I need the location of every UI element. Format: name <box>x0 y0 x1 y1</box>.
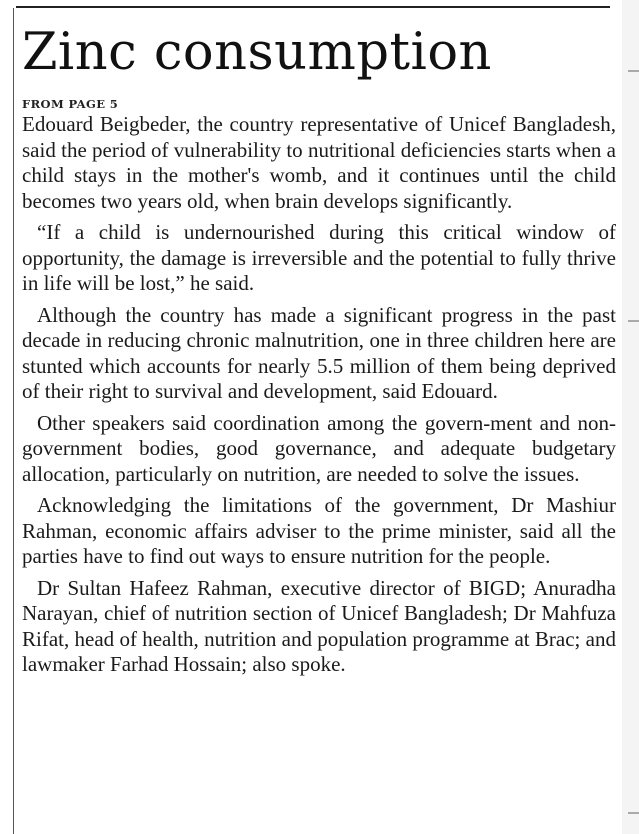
paragraph: “If a child is undernourished during this critical window of opportunity, the damage is irreversible and the potential to fully thrive in life will be lost,” he said. <box>22 220 616 295</box>
paragraph: Although the country has made a significant progress in the past decade in reducing chronic malnutrition, one in three children here are stunted which accounts for nearly 5.5 million of them being deprived of their right to survival and development, said Edouard. <box>22 302 616 403</box>
paragraph: Other speakers said coordination among the govern-ment and non-government bodies, good governance, and adequate budgetary allocation, particularly on nutrition, are needed to solve the issues. <box>22 410 616 486</box>
adjacent-column-edge <box>622 0 639 834</box>
paragraph: Edouard Beigbeder, the country representative of Unicef Bangladesh, said the period of vulnerability to nutritional deficiencies starts when a child stays in the mother's womb, and it continues until the child becomes two years old, when brain develops significantly. <box>22 112 616 213</box>
edge-mark <box>628 320 639 322</box>
top-rule <box>16 6 610 8</box>
paragraph: Dr Sultan Hafeez Rahman, executive director of BIGD; Anuradha Narayan, chief of nutrition section of Unicef Bangladesh; Dr Mahfuza Rifat, head of health, nutrition and population programme at Brac; and lawmaker Farhad Hossain; also spoke. <box>22 575 616 676</box>
edge-mark <box>628 70 639 72</box>
edge-mark <box>628 812 639 814</box>
news-article <box>22 10 616 684</box>
headline: Zinc consumption <box>22 23 492 82</box>
jump-line: FROM PAGE 5 <box>22 97 119 111</box>
column-rule <box>13 8 14 834</box>
article-body <box>22 112 616 678</box>
paragraph: Acknowledging the limitations of the government, Dr Mashiur Rahman, economic affairs adviser to the prime minister, said all the parties have to find out ways to ensure nutrition for the people. <box>22 493 616 568</box>
